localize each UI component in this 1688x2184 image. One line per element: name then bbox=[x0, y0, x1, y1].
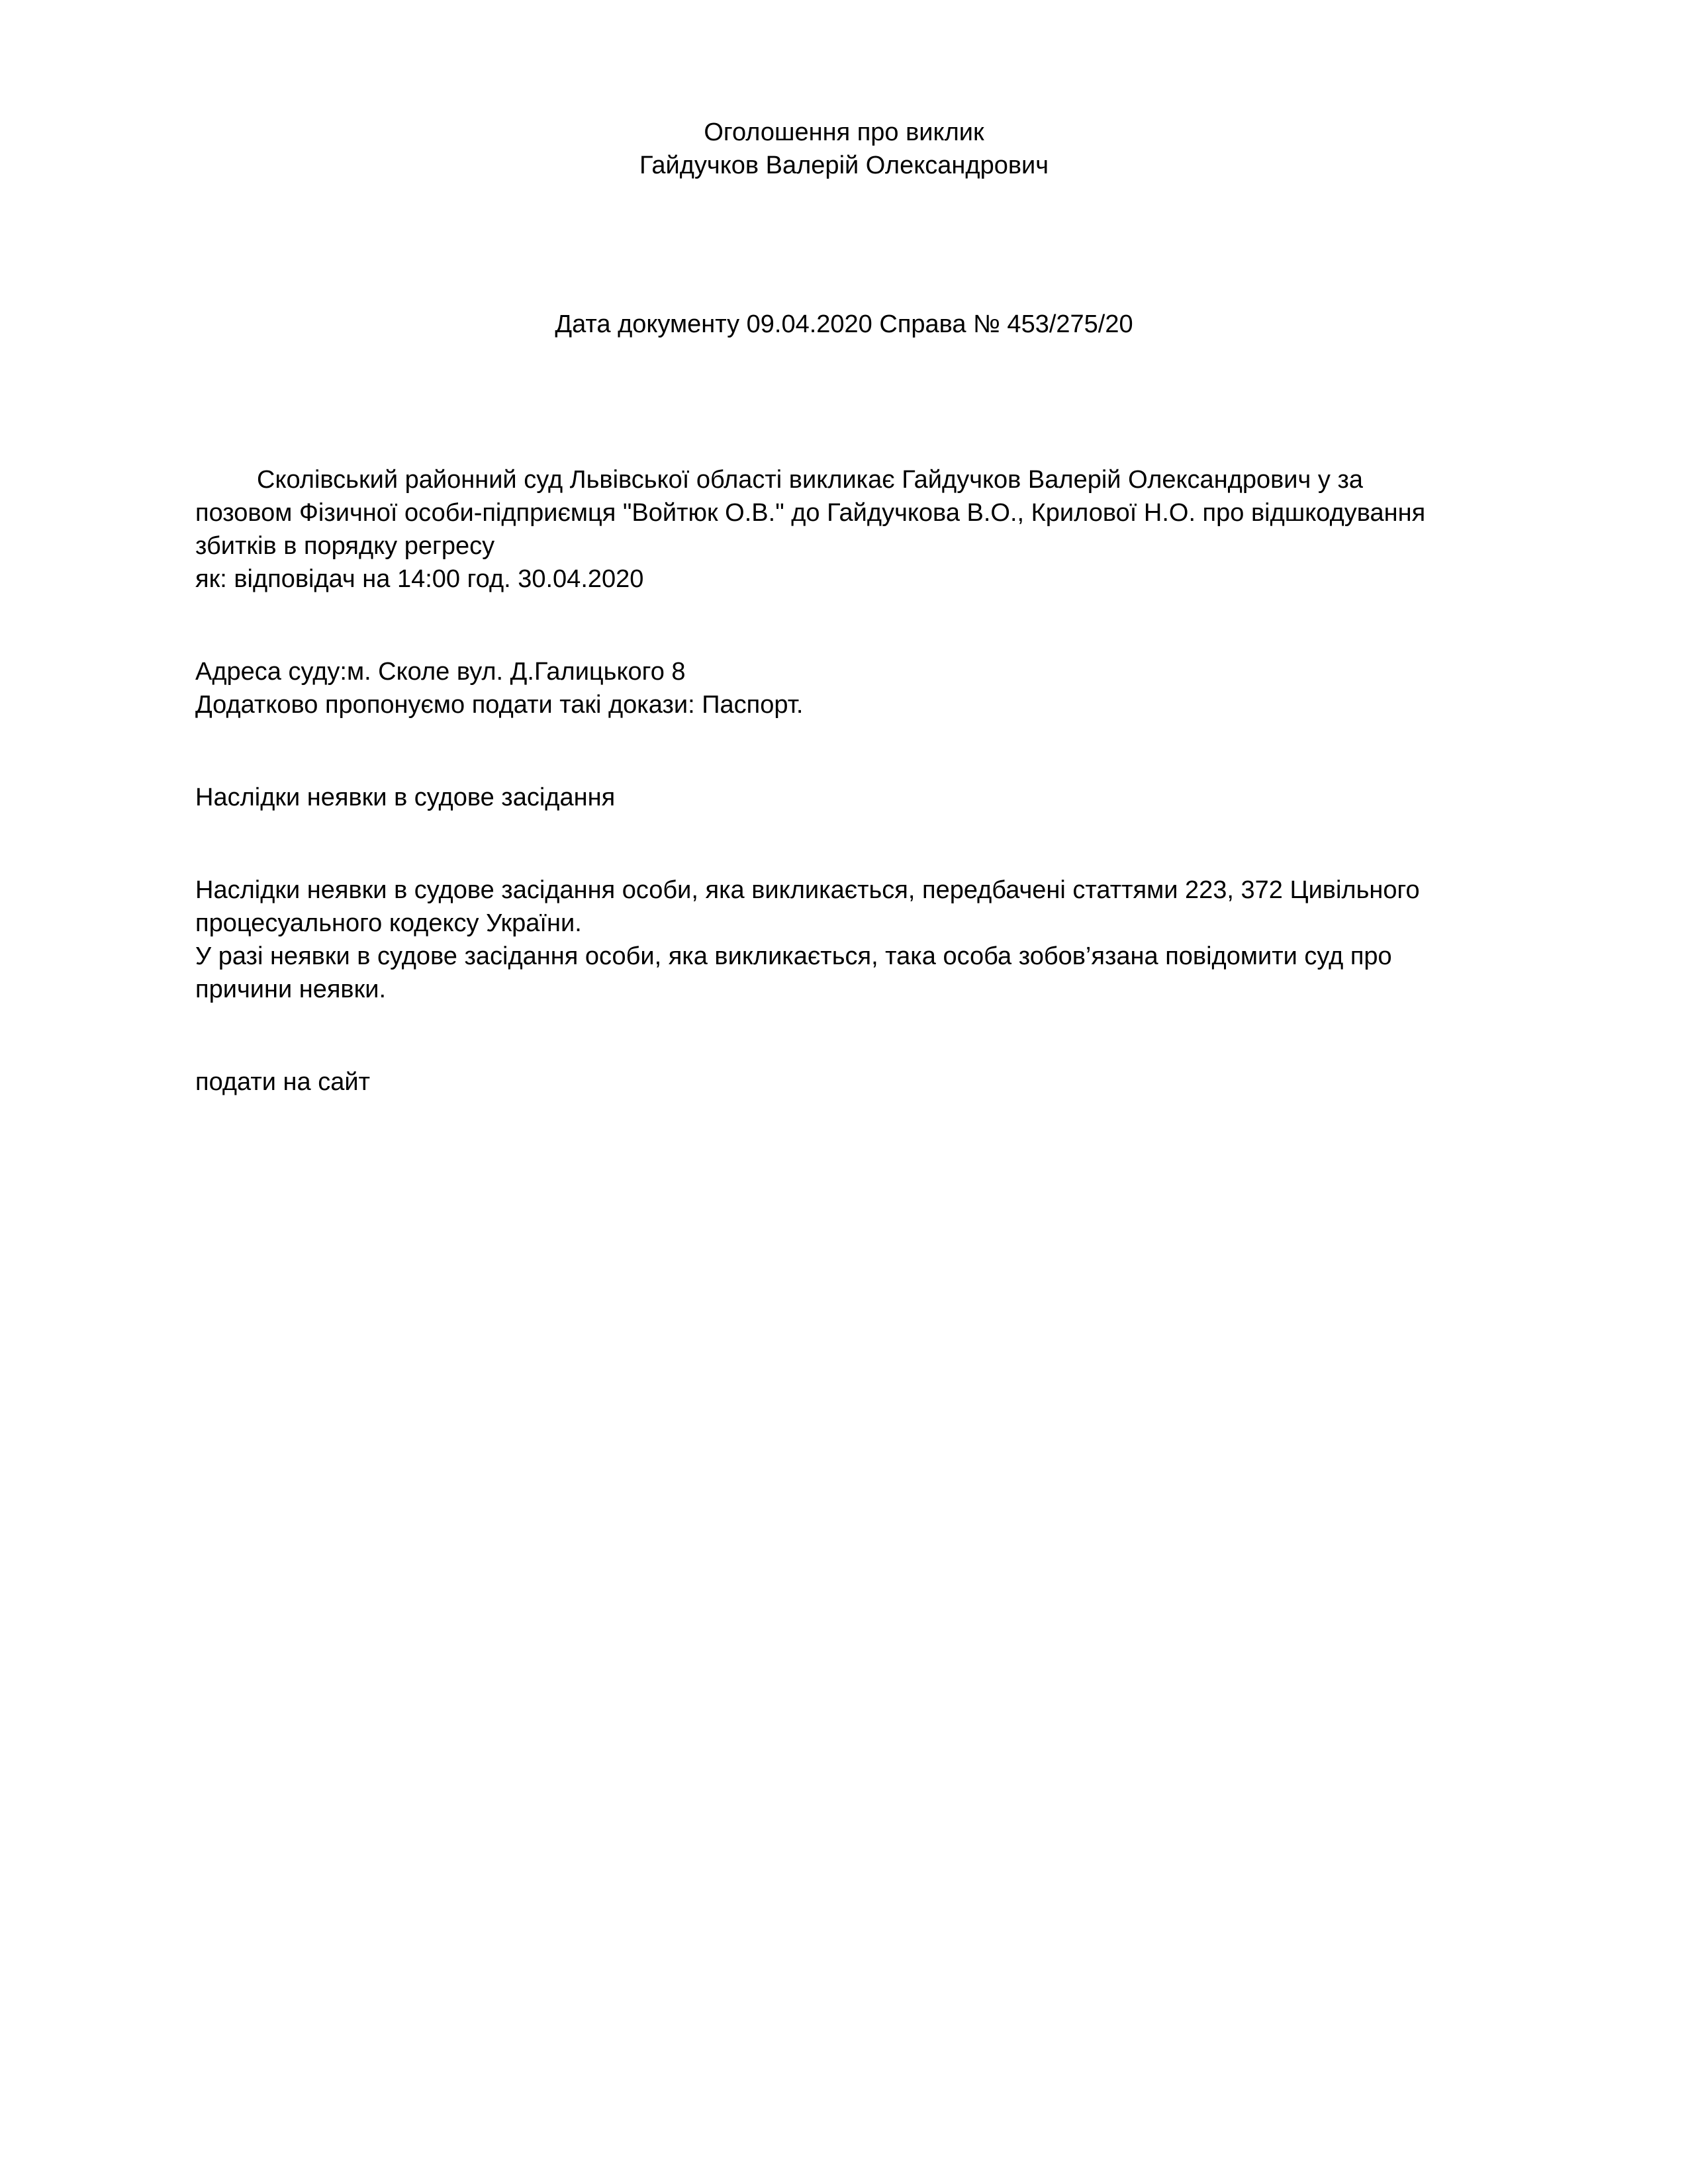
summons-line-2: позовом Фізичної особи-підприємця "Войтюк О.В." до Гайдучкова В.О., Крилової Н.О. про відшкодування bbox=[195, 499, 1426, 527]
consequences-heading-text: Наслідки неявки в судове засідання bbox=[195, 784, 616, 811]
court-address-paragraph bbox=[195, 655, 1552, 721]
footer-note-text: подати на сайт bbox=[195, 1068, 370, 1096]
consequences-line-4: причини неявки. bbox=[195, 976, 387, 1003]
consequences-line-1: Наслідки неявки в судове засідання особи, яка викликається, передбачені статтями 223, 372 Цивільного bbox=[195, 876, 1420, 904]
summons-line-1: Сколівський районний суд Львівської області викликає Гайдучков Валерій Олександрович у за bbox=[257, 466, 1363, 494]
announcement-title: Оголошення про виклик bbox=[704, 118, 984, 146]
summons-line-4: як: відповідач на 14:00 год. 30.04.2020 bbox=[195, 565, 644, 593]
summons-paragraph bbox=[195, 463, 1552, 596]
document-date-and-case: Дата документу 09.04.2020 Справа № 453/275/20 bbox=[555, 310, 1133, 338]
consequences-line-3: У разі неявки в судове засідання особи, яка викликається, така особа зобов’язана повідомити суд про bbox=[195, 942, 1392, 970]
summoned-person-name: Гайдучков Валерій Олександрович bbox=[639, 152, 1049, 179]
evidence-request: Додатково пропонуємо подати такі докази: Паспорт. bbox=[195, 691, 804, 719]
consequences-paragraph bbox=[195, 874, 1552, 1006]
consequences-line-2: процесуального кодексу України. bbox=[195, 909, 582, 937]
court-address: Адреса суду:м. Сколе вул. Д.Галицького 8 bbox=[195, 658, 686, 686]
footer-note bbox=[195, 1066, 1552, 1099]
summons-line-3: збитків в порядку регресу bbox=[195, 532, 495, 560]
consequences-heading bbox=[195, 781, 1552, 814]
